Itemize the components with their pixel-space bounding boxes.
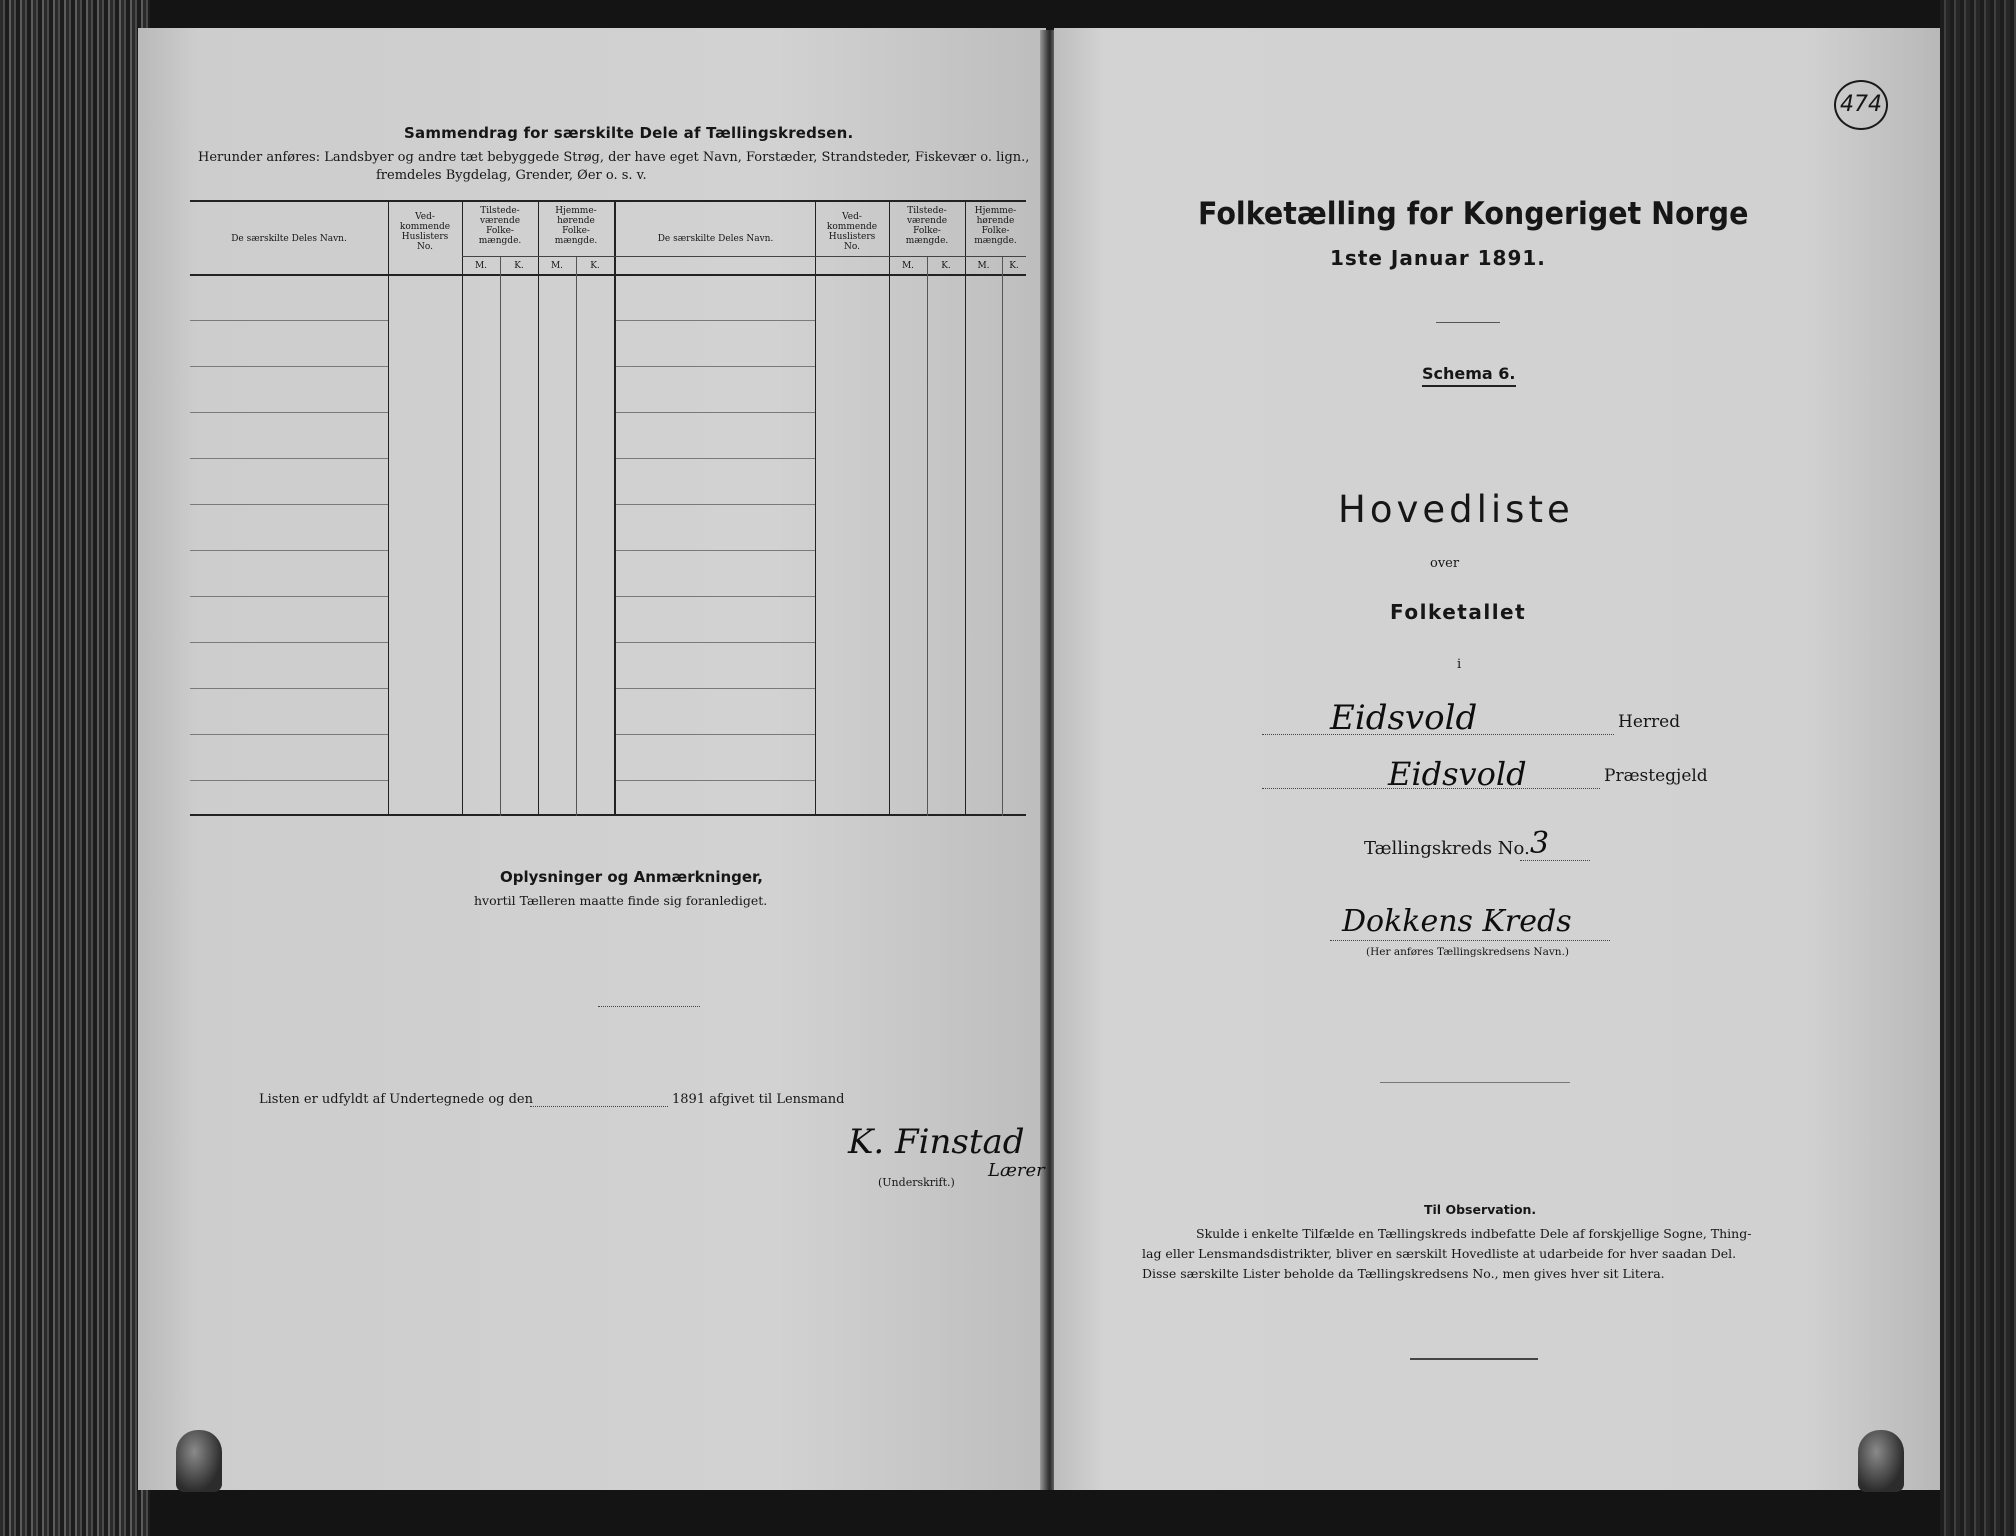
col-k: K.: [1009, 261, 1019, 271]
col-k: K.: [590, 261, 600, 271]
footer-text: Listen er udfyldt af Undertegnede og den: [259, 1092, 533, 1107]
divider: [1410, 1358, 1538, 1360]
taellingskreds-number: 3: [1530, 826, 1550, 861]
herred-line: [1262, 734, 1614, 735]
date-blank-line: [530, 1106, 668, 1107]
col-header-name-right: De særskilte Deles Navn.: [657, 234, 774, 244]
col-m: M.: [474, 261, 488, 271]
i-text: i: [1457, 657, 1462, 672]
observation-title: Til Observation.: [1424, 1202, 1537, 1217]
remarks-subtitle: hvortil Tælleren maatte finde sig foranlediget.: [474, 893, 768, 908]
divider: [1436, 322, 1500, 323]
col-header-tilstede-left: Tilstede- værende Folke- mængde.: [478, 206, 522, 246]
remarks-title: Oplysninger og Anmærkninger,: [500, 868, 763, 886]
col-k: K.: [941, 261, 951, 271]
herred-value: Eidsvold: [1330, 698, 1478, 738]
summary-subtitle-line2: fremdeles Bygdelag, Grender, Øer o. s. v.: [376, 168, 647, 183]
signature-handwritten: K. Finstad: [848, 1122, 1025, 1162]
over-text: over: [1430, 556, 1460, 571]
col-header-hjemme-right: Hjemme- hørende Folke- mængde.: [974, 206, 1017, 246]
summary-subtitle-line1: Herunder anføres: Landsbyer og andre tæt bebyggede Strøg, der have eget Navn, Forstæder, Strandsteder, Fiskevær o. lign.,: [198, 150, 1030, 165]
signature-label: (Underskrift.): [878, 1176, 955, 1189]
divider: [1380, 1082, 1570, 1083]
page-number: 474: [1834, 80, 1888, 130]
schema-label: Schema 6.: [1422, 364, 1516, 387]
taellingskreds-label: Tællingskreds No.: [1364, 838, 1530, 859]
kreds-line: [1330, 940, 1610, 941]
col-header-huslister-left: Ved- kommende Huslisters No.: [399, 212, 451, 252]
observation-line: Skulde i enkelte Tilfælde en Tællingskreds indbefatte Dele af forskjellige Sogne, Thing-: [1196, 1226, 1752, 1241]
col-m: M.: [977, 261, 990, 271]
col-m: M.: [550, 261, 564, 271]
census-title: Folketælling for Kongeriget Norge: [1198, 196, 1749, 232]
col-header-tilstede-right: Tilstede- værende Folke- mængde.: [905, 206, 949, 246]
book-edge-right: [1940, 0, 2016, 1536]
observation-line: Disse særskilte Lister beholde da Tællingskredsens No., men gives hver sit Litera.: [1142, 1266, 1665, 1281]
thumb-right: [1858, 1430, 1904, 1492]
prestegjeld-label: Præstegjeld: [1604, 766, 1708, 786]
kreds-note: (Her anføres Tællingskredsens Navn.): [1366, 946, 1570, 958]
taellingskreds-line: [1520, 860, 1590, 861]
divider: [598, 1006, 700, 1007]
book-edge-left: [0, 0, 150, 1536]
observation-line: lag eller Lensmandsdistrikter, bliver en særskilt Hovedliste at udarbeide for hver saadan Del.: [1142, 1246, 1737, 1261]
summary-title: Sammendrag for særskilte Dele af Tællingskredsen.: [404, 124, 854, 142]
thumb-left: [176, 1430, 222, 1492]
col-m: M.: [901, 261, 915, 271]
main-heading: Hovedliste: [1338, 488, 1574, 531]
prestegjeld-value: Eidsvold: [1388, 755, 1527, 793]
col-k: K.: [514, 261, 524, 271]
herred-label: Herred: [1618, 712, 1681, 732]
summary-table: [190, 200, 1026, 820]
census-date: 1ste Januar 1891.: [1330, 246, 1546, 270]
footer-year-text: 1891 afgivet til Lensmand: [672, 1092, 845, 1107]
col-header-huslister-right: Ved- kommende Huslisters No.: [826, 212, 878, 252]
kreds-name: Dokkens Kreds: [1342, 904, 1572, 939]
col-header-name-left: De særskilte Deles Navn.: [231, 234, 347, 244]
prestegjeld-line: [1262, 788, 1600, 789]
signature-title-handwritten: Lærer: [988, 1160, 1045, 1181]
folketallet-heading: Folketallet: [1390, 600, 1527, 624]
col-header-hjemme-left: Hjemme- hørende Folke- mængde.: [554, 206, 598, 246]
